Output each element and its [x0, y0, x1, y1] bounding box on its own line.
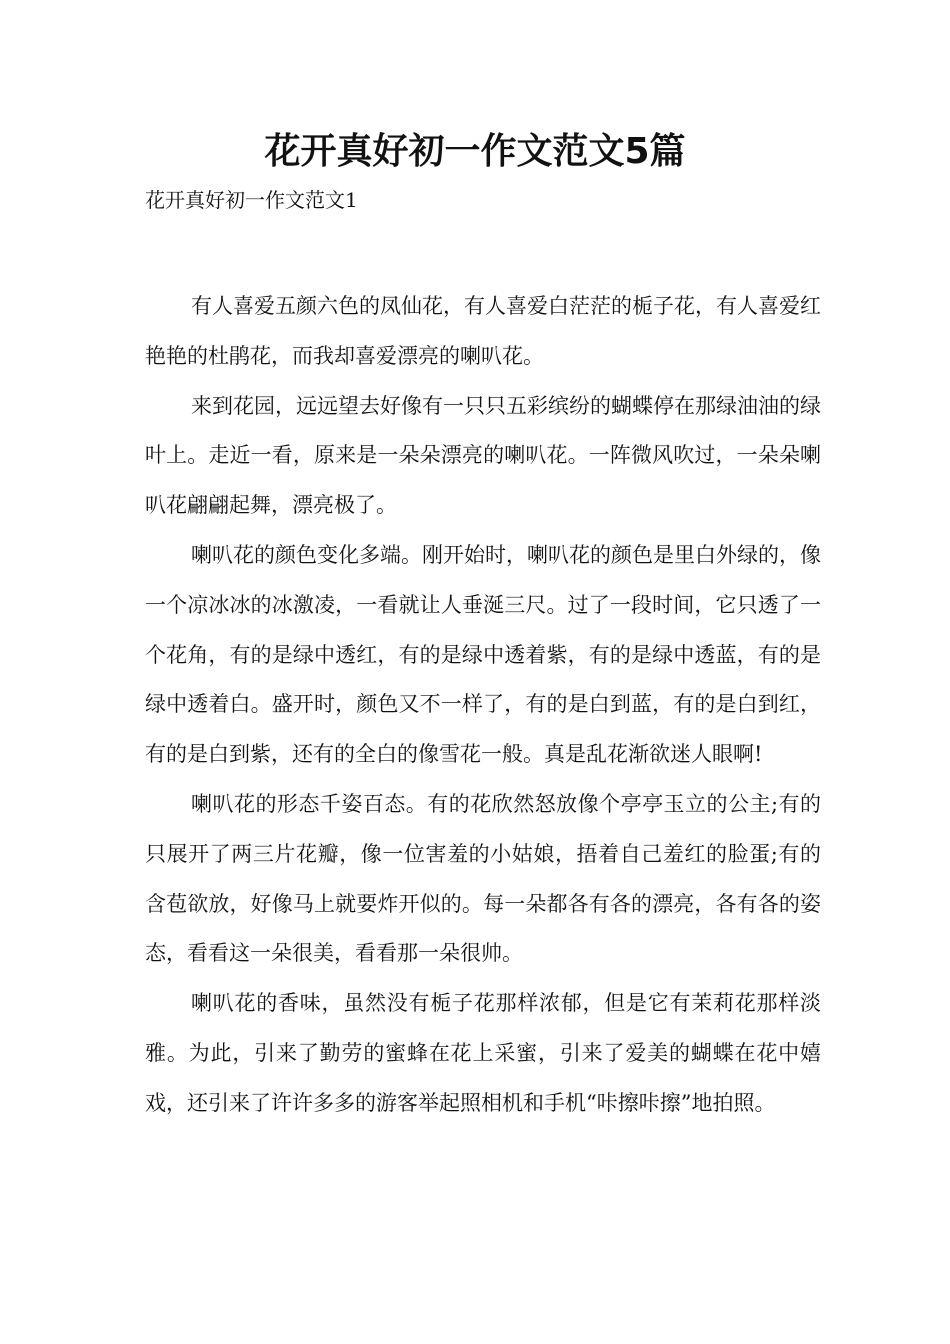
paragraph: 喇叭花的颜色变化多端。刚开始时，喇叭花的颜色是里白外绿的，像一个凉冰冰的冰激凌，一看就让人垂涎三尺。过了一段时间，它只透了一个花角，有的是绿中透红，有的是绿中透着紫，有的是绿中透蓝，有的是绿中透着白。盛开时，颜色又不一样了，有的是白到蓝，有的是白到红，有的是白到紫，还有的全白的像雪花一般。真是乱花渐欲迷人眼啊! [145, 542, 821, 767]
document-body [145, 282, 821, 1129]
document-title: 花开真好初一作文范文5篇 [264, 131, 686, 172]
paragraph: 有人喜爱五颜六色的凤仙花，有人喜爱白茫茫的栀子花，有人喜爱红艳艳的杜鹃花，而我却喜爱漂亮的喇叭花。 [145, 294, 821, 368]
document-subtitle: 花开真好初一作文范文1 [145, 188, 358, 212]
paragraph: 喇叭花的形态千姿百态。有的花欣然怒放像个亭亭玉立的公主;有的只展开了两三片花瓣，像一位害羞的小姑娘，捂着自己羞红的脸蛋;有的含苞欲放，好像马上就要炸开似的。每一朵都各有各的漂亮，各有各的姿态，看看这一朵很美，看看那一朵很帅。 [145, 791, 821, 966]
paragraph: 来到花园，远远望去好像有一只只五彩缤纷的蝴蝶停在那绿油油的绿叶上。走近一看，原来是一朵朵漂亮的喇叭花。一阵微风吹过，一朵朵喇叭花翩翩起舞，漂亮极了。 [145, 393, 821, 518]
paragraph: 喇叭花的香味，虽然没有栀子花那样浓郁，但是它有茉莉花那样淡雅。为此，引来了勤劳的蜜蜂在花上采蜜，引来了爱美的蝴蝶在花中嬉戏，还引来了许许多多的游客举起照相机和手机“咔擦咔擦”地拍照。 [145, 991, 821, 1115]
